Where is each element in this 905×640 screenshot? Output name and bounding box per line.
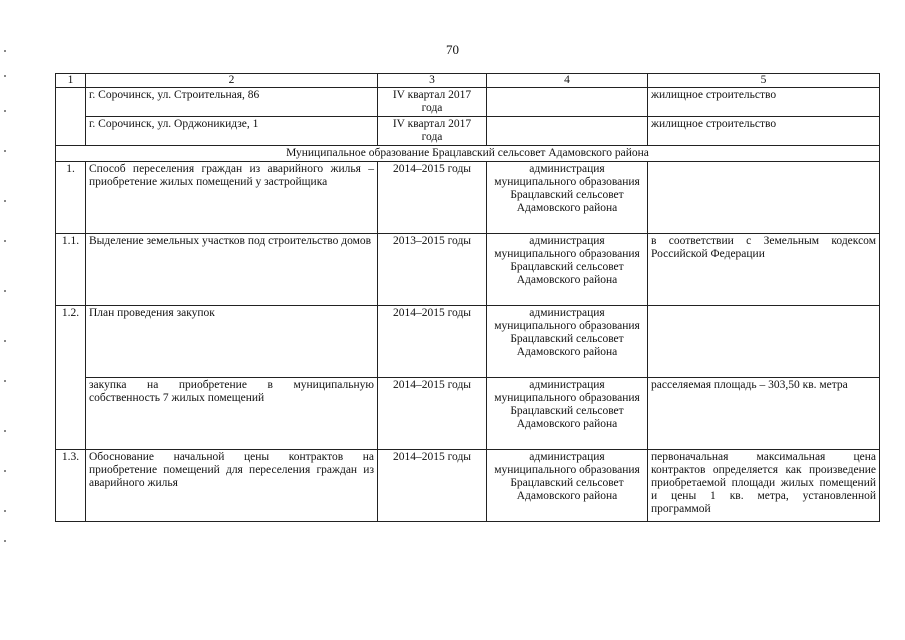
header-cell: 2 bbox=[86, 74, 378, 88]
row-description: закупка на приобретение в муниципальную собственность 7 жилых помещений bbox=[86, 378, 378, 450]
row-note: первоначальная максимальная цена контрактов определяется как произведение приобретаемой площади жилых помещений и цены 1 кв. метра, установленной программой bbox=[648, 450, 880, 522]
row-number: 1.2. bbox=[56, 306, 86, 450]
row-executor bbox=[487, 88, 648, 117]
table-header-row bbox=[56, 74, 880, 88]
row-executor: администрация муниципального образования Брацлавский сельсовет Адамовского района bbox=[487, 162, 648, 234]
row-description: План проведения закупок bbox=[86, 306, 378, 378]
table-row bbox=[56, 88, 880, 117]
row-note: жилищное строительство bbox=[648, 88, 880, 117]
table-row bbox=[56, 450, 880, 522]
row-note: жилищное строительство bbox=[648, 117, 880, 146]
row-note: в соответствии с Земельным кодексом Российской Федерации bbox=[648, 234, 880, 306]
row-number: 1. bbox=[56, 162, 86, 234]
header-cell: 5 bbox=[648, 74, 880, 88]
row-date: 2014–2015 годы bbox=[378, 450, 487, 522]
document-table bbox=[55, 73, 880, 522]
row-note bbox=[648, 306, 880, 378]
table-row bbox=[56, 378, 880, 450]
table-row bbox=[56, 162, 880, 234]
row-date: 2014–2015 годы bbox=[378, 378, 487, 450]
section-title: Муниципальное образование Брацлавский сельсовет Адамовского района bbox=[56, 146, 880, 162]
margin-marks bbox=[4, 40, 6, 560]
row-description: Способ переселения граждан из аварийного жилья – приобретение жилых помещений у застройщика bbox=[86, 162, 378, 234]
row-date: 2014–2015 годы bbox=[378, 306, 487, 378]
row-description: г. Сорочинск, ул. Орджоникидзе, 1 bbox=[86, 117, 378, 146]
row-executor bbox=[487, 117, 648, 146]
row-number: 1.3. bbox=[56, 450, 86, 522]
row-executor: администрация муниципального образования Брацлавский сельсовет Адамовского района bbox=[487, 234, 648, 306]
table-row bbox=[56, 234, 880, 306]
row-executor: администрация муниципального образования Брацлавский сельсовет Адамовского района bbox=[487, 306, 648, 378]
page-number: 70 bbox=[446, 42, 459, 57]
header-cell: 4 bbox=[487, 74, 648, 88]
row-number bbox=[56, 88, 86, 146]
header-cell: 1 bbox=[56, 74, 86, 88]
row-description: Обоснование начальной цены контрактов на приобретение помещений для переселения граждан из аварийного жилья bbox=[86, 450, 378, 522]
header-cell: 3 bbox=[378, 74, 487, 88]
table-row bbox=[56, 117, 880, 146]
row-description: Выделение земельных участков под строительство домов bbox=[86, 234, 378, 306]
row-note: расселяемая площадь – 303,50 кв. метра bbox=[648, 378, 880, 450]
row-date: 2013–2015 годы bbox=[378, 234, 487, 306]
row-description: г. Сорочинск, ул. Строительная, 86 bbox=[86, 88, 378, 117]
row-executor: администрация муниципального образования Брацлавский сельсовет Адамовского района bbox=[487, 450, 648, 522]
row-note bbox=[648, 162, 880, 234]
row-date: IV квартал 2017 года bbox=[378, 88, 487, 117]
section-row bbox=[56, 146, 880, 162]
row-date: 2014–2015 годы bbox=[378, 162, 487, 234]
row-executor: администрация муниципального образования Брацлавский сельсовет Адамовского района bbox=[487, 378, 648, 450]
row-date: IV квартал 2017 года bbox=[378, 117, 487, 146]
row-number: 1.1. bbox=[56, 234, 86, 306]
table-row bbox=[56, 306, 880, 378]
